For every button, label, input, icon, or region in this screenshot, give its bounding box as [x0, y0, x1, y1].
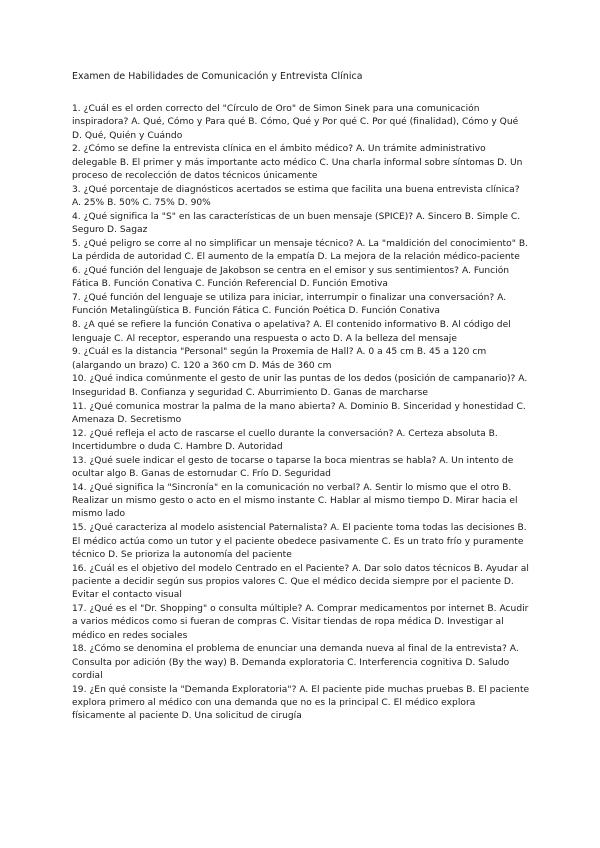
question-text: ¿Cómo se denomina el problema de enunciar una demanda nueva al final de la entrevista? A. Consulta por adición (By the way) B. Demanda exploratoria C. Interferencia cognitiva D. Saludo cordial	[72, 644, 519, 681]
question-text: ¿Qué significa la "Sincronía" en la comunicación no verbal? A. Sentir lo mismo que el otro B. Realizar un mismo gesto o acto en el mismo instante C. Hablar al mismo tiempo D. Mirar hacia el mismo lado	[72, 482, 518, 520]
question-number: 10.	[72, 374, 87, 385]
document-title: Examen de Habilidades de Comunicación y Entrevista Clínica	[72, 71, 363, 82]
question-text: ¿Cuál es el objetivo del modelo Centrado en el Paciente? A. Dar solo datos técnicos B. Ayudar al paciente a decidir según sus propios valores C. Que el médico decida siempre por el paciente D. Evitar el contacto visual	[72, 563, 529, 601]
question-item	[72, 211, 530, 238]
question-text: ¿Qué suele indicar el gesto de tocarse o taparse la boca mientras se habla? A. Un intento de ocultar algo B. Ganas de estornudar C. Frío D. Seguridad	[72, 455, 514, 480]
question-item	[72, 428, 530, 455]
question-number: 14.	[72, 482, 87, 493]
question-text: ¿Cómo se define la entrevista clínica en el ámbito médico? A. Un trámite administrativo delegable B. El primer y más importante acto médico C. Una charla informal sobre síntomas D. Un proceso de recolección de datos técnicos únicamente	[72, 144, 523, 181]
question-number: 4.	[72, 211, 81, 222]
question-number: 12.	[72, 428, 87, 439]
question-text: ¿Qué es el "Dr. Shopping" o consulta múltiple? A. Comprar medicamentos por internet B. Acudir a varios médicos como si fueran de compras C. Visitar tiendas de ropa médica D. Investigar al médico en redes sociales	[72, 603, 529, 641]
question-item	[72, 482, 530, 522]
question-text: ¿Qué indica comúnmente el gesto de unir las puntas de los dedos (posición de campanario)? A. Inseguridad B. Confianza y seguridad C. Aburrimiento D. Ganas de marcharse	[72, 374, 528, 398]
question-number: 19.	[72, 684, 87, 695]
question-text: ¿Qué porcentaje de diagnósticos acertados se estima que facilita una buena entrevista clínica? A. 25% B. 50% C. 75% D. 90%	[72, 184, 520, 209]
question-text: ¿En qué consiste la "Demanda Exploratoria"? A. El paciente pide muchas pruebas B. El paciente explora primero al médico con una demanda que no es la principal C. El médico explora físicamente al paciente D. Una solicitud de cirugía	[72, 684, 530, 722]
question-item	[72, 103, 530, 143]
question-text: ¿Qué refleja el acto de rascarse el cuello durante la conversación? A. Certeza absoluta B. Incertidumbre o duda C. Hambre D. Autoridad	[72, 428, 498, 452]
question-number: 5.	[72, 238, 81, 249]
question-number: 7.	[72, 293, 81, 304]
question-item	[72, 238, 530, 265]
question-number: 2.	[72, 144, 81, 155]
question-item	[72, 184, 530, 211]
question-number: 3.	[72, 184, 81, 195]
question-item	[72, 455, 530, 482]
question-item	[72, 603, 530, 643]
question-number: 6.	[72, 266, 81, 277]
question-text: ¿Qué significa la "S" en las características de un buen mensaje (SPICE)? A. Sincero B. Simple C. Seguro D. Sagaz	[72, 211, 521, 236]
question-number: 11.	[72, 401, 87, 412]
question-item	[72, 346, 530, 373]
question-text: ¿A qué se refiere la función Conativa o apelativa? A. El contenido informativo B. Al código del lenguaje C. Al receptor, esperando una respuesta o acto D. A la belleza del mensaje	[72, 320, 511, 344]
question-number: 18.	[72, 644, 87, 655]
question-text: ¿Cuál es la distancia "Personal" según la Proxemia de Hall? A. 0 a 45 cm B. 45 a 120 cm (alargando un brazo) C. 120 a 360 cm D. Más de 360 cm	[72, 347, 487, 371]
question-number: 9.	[72, 347, 81, 358]
question-item	[72, 563, 530, 603]
question-number: 15.	[72, 523, 87, 534]
question-list	[72, 103, 530, 724]
question-item	[72, 401, 530, 428]
question-text: ¿Qué comunica mostrar la palma de la mano abierta? A. Dominio B. Sinceridad y honestidad C. Amenaza D. Secretismo	[72, 401, 526, 425]
question-number: 13.	[72, 455, 87, 466]
question-text: ¿Cuál es el orden correcto del "Círculo de Oro" de Simon Sinek para una comunicación inspiradora? A. Qué, Cómo y Para qué B. Cómo, Qué y Por qué C. Por qué (finalidad), Cómo y Qué D. Qué, Quién y Cuándo	[72, 104, 519, 141]
question-text: ¿Qué peligro se corre al no simplificar un mensaje técnico? A. La "maldición del conocimiento" B. La pérdida de autoridad C. El aumento de la empatía D. La mejora de la relación médico-paciente	[72, 238, 528, 263]
question-text: ¿Qué función del lenguaje de Jakobson se centra en el emisor y sus sentimientos? A. Función Fática B. Función Conativa C. Función Referencial D. Función Emotiva	[72, 266, 510, 290]
question-number: 8.	[72, 320, 81, 331]
question-number: 16.	[72, 563, 87, 574]
question-number: 17.	[72, 603, 87, 614]
question-item	[72, 684, 530, 724]
question-number: 1.	[72, 104, 81, 114]
question-text: ¿Qué función del lenguaje se utiliza para iniciar, interrumpir o finalizar una conversación? A. Función Metalingüística B. Función Fática C. Función Poética D. Función Conativa	[72, 293, 507, 317]
question-item	[72, 522, 530, 562]
question-item	[72, 143, 530, 183]
question-text: ¿Qué caracteriza al modelo asistencial Paternalista? A. El paciente toma todas las decisiones B. El médico actúa como un tutor y el paciente obedece pasivamente C. Es un trato frío y puramente técnico D. Se prioriza la autonomía del paciente	[72, 523, 527, 560]
question-item	[72, 292, 530, 319]
question-item	[72, 643, 530, 683]
question-item	[72, 265, 530, 292]
question-item	[72, 373, 530, 400]
question-item	[72, 319, 530, 346]
